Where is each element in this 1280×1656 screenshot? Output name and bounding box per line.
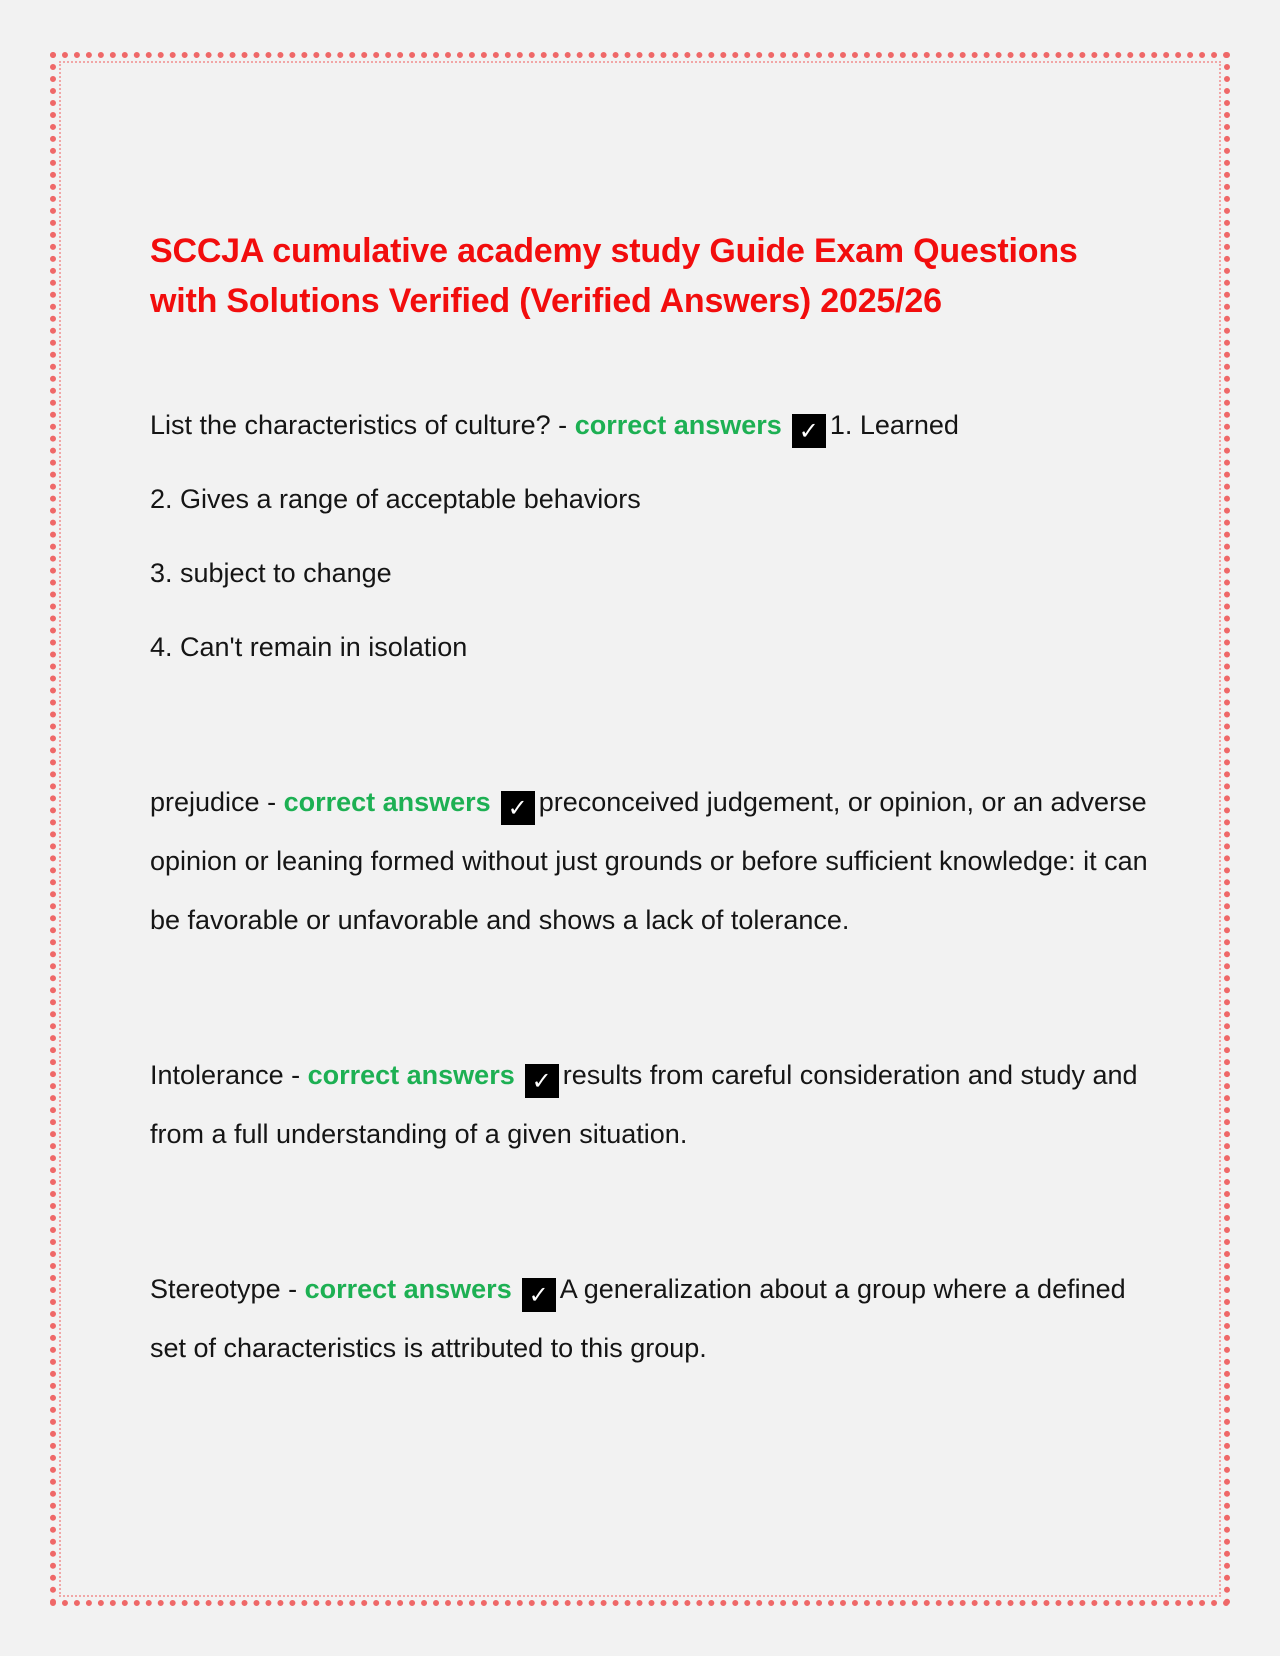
correct-answers-label: correct answers [574, 410, 782, 440]
question-term: Intolerance - [150, 1060, 301, 1090]
qa-question-line [150, 396, 1150, 455]
check-mark-icon: ✓ [501, 791, 535, 825]
qa-item-culture [150, 396, 1150, 677]
answer-text: A generalization about a group where a defined set of characteristics is attributed to this group. [150, 1274, 1126, 1363]
answer-list-item: 2. Gives a range of acceptable behaviors [150, 484, 641, 514]
question-term: Stereotype - [150, 1274, 298, 1304]
answer-text: results from careful consideration and study and from a full understanding of a given situation. [150, 1060, 1138, 1149]
qa-paragraph [150, 1260, 1150, 1378]
correct-answers-label: correct answers [304, 1274, 512, 1304]
question-term: List the characteristics of culture? - [150, 410, 568, 440]
correct-answers-label: correct answers [283, 787, 491, 817]
answer-text: preconceived judgement, or opinion, or an adverse opinion or leaning formed without just grounds or before sufficient knowledge: it can be favorable or unfavorable and shows a lack of tolerance. [150, 787, 1148, 935]
correct-answers-label: correct answers [307, 1060, 515, 1090]
check-mark-icon: ✓ [522, 1278, 556, 1312]
answer-list-item: 3. subject to change [150, 558, 392, 588]
qa-item-prejudice [150, 773, 1150, 950]
qa-paragraph [150, 1046, 1150, 1164]
qa-item-stereotype [150, 1260, 1150, 1378]
qa-paragraph [150, 773, 1150, 950]
check-mark-icon: ✓ [525, 1064, 559, 1098]
document-title: SCCJA cumulative academy study Guide Exam Questions with Solutions Verified (Verified Answers) 2025/26 [150, 232, 1078, 320]
qa-item-intolerance [150, 1046, 1150, 1164]
answer-list-item: 4. Can't remain in isolation [150, 632, 468, 662]
answer-text: 1. Learned [829, 410, 959, 440]
question-term: prejudice - [150, 787, 277, 817]
check-mark-icon: ✓ [792, 414, 826, 448]
document-body [150, 226, 1150, 1378]
